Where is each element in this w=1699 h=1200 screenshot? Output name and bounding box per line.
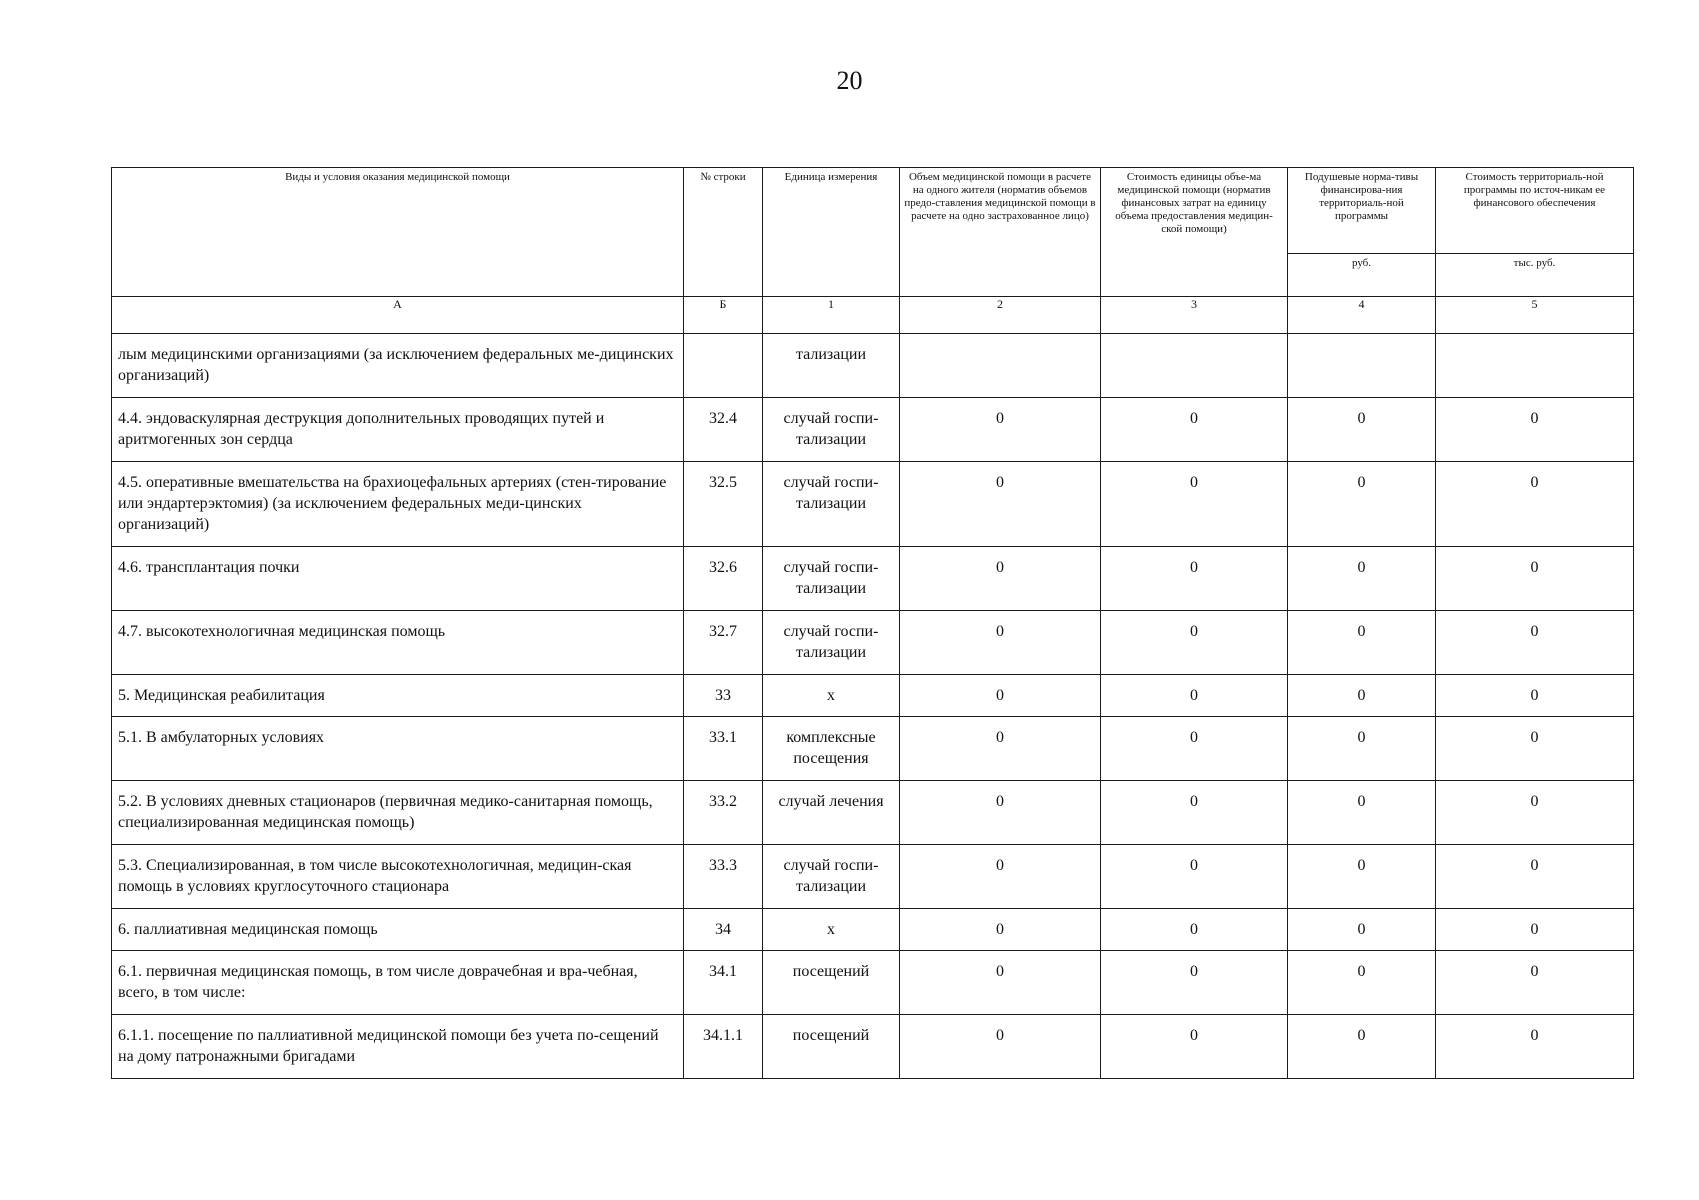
care-type-cell: 5.1. В амбулаторных условиях: [112, 717, 684, 781]
unit-cell: случай госпи-тализации: [763, 398, 900, 462]
unit-cost-cell: 0: [1101, 462, 1288, 547]
unit-cell: случай лечения: [763, 781, 900, 845]
care-type-cell: 5. Медицинская реабилитация: [112, 675, 684, 717]
line-number-cell: 33.3: [684, 845, 763, 909]
unit-cost-cell: 0: [1101, 398, 1288, 462]
care-type-cell: 4.7. высокотехнологичная медицинская помощь: [112, 611, 684, 675]
care-type-cell: 4.6. трансплантация почки: [112, 547, 684, 611]
volume-cell: 0: [900, 845, 1101, 909]
per-capita-cell: 0: [1288, 398, 1436, 462]
line-number-cell: 34.1: [684, 951, 763, 1015]
care-type-cell: 6. паллиативная медицинская помощь: [112, 909, 684, 951]
program-cost-cell: 0: [1436, 951, 1634, 1015]
unit-cost-cell: 0: [1101, 675, 1288, 717]
unit-cost-cell: 0: [1101, 611, 1288, 675]
per-capita-cell: 0: [1288, 845, 1436, 909]
unit-cost-cell: 0: [1101, 547, 1288, 611]
unit-cell: случай госпи-тализации: [763, 611, 900, 675]
unit-cell: посещений: [763, 951, 900, 1015]
header-care-types: Виды и условия оказания медицинской помощи: [112, 168, 684, 297]
care-type-cell: 4.4. эндоваскулярная деструкция дополнительных проводящих путей и аритмогенных зон сердца: [112, 398, 684, 462]
header-program-cost: Стоимость территориаль-ной программы по источ-никам ее финансового обеспечения: [1436, 168, 1634, 254]
header-unit-thousand-rub: тыс. руб.: [1436, 254, 1634, 297]
unit-cost-cell: [1101, 334, 1288, 398]
volume-cell: 0: [900, 951, 1101, 1015]
care-type-cell: 6.1.1. посещение по паллиативной медицинской помощи без учета по-сещений на дому патронажными бригадами: [112, 1015, 684, 1079]
table-row: [112, 951, 1634, 1015]
header-unit-rub: руб.: [1288, 254, 1436, 297]
program-cost-cell: 0: [1436, 781, 1634, 845]
per-capita-cell: 0: [1288, 462, 1436, 547]
header-per-capita-norms: Подушевые норма-тивы финансирова-ния территориаль-ной программы: [1288, 168, 1436, 254]
unit-cell: случай госпи-тализации: [763, 547, 900, 611]
program-cost-cell: 0: [1436, 398, 1634, 462]
per-capita-cell: 0: [1288, 1015, 1436, 1079]
per-capita-cell: 0: [1288, 611, 1436, 675]
unit-cost-cell: 0: [1101, 845, 1288, 909]
table-row: [112, 675, 1634, 717]
table-row: [112, 717, 1634, 781]
unit-cell: тализации: [763, 334, 900, 398]
line-number-cell: [684, 334, 763, 398]
program-cost-cell: 0: [1436, 547, 1634, 611]
program-cost-cell: 0: [1436, 611, 1634, 675]
volume-cell: 0: [900, 462, 1101, 547]
volume-cell: 0: [900, 675, 1101, 717]
table-row: [112, 334, 1634, 398]
line-number-cell: 33: [684, 675, 763, 717]
unit-cell: случай госпи-тализации: [763, 462, 900, 547]
unit-cost-cell: 0: [1101, 1015, 1288, 1079]
line-number-cell: 34.1.1: [684, 1015, 763, 1079]
unit-cell: случай госпи-тализации: [763, 845, 900, 909]
table-row: [112, 909, 1634, 951]
table-row: [112, 611, 1634, 675]
table-row: [112, 547, 1634, 611]
table-row: [112, 398, 1634, 462]
header-volume-per-resident: Объем медицинской помощи в расчете на одного жителя (норматив объемов предо-ставления медицинской помощи в расчете на одно застрахованное лицо): [900, 168, 1101, 297]
column-number: Б: [684, 297, 763, 334]
unit-cost-cell: 0: [1101, 717, 1288, 781]
per-capita-cell: 0: [1288, 909, 1436, 951]
page-number: 20: [836, 66, 863, 95]
care-type-cell: 5.3. Специализированная, в том числе высокотехнологичная, медицин-ская помощь в условиях круглосуточного стационара: [112, 845, 684, 909]
care-type-cell: лым медицинскими организациями (за исключением федеральных ме-дицинских организаций): [112, 334, 684, 398]
program-cost-cell: 0: [1436, 909, 1634, 951]
program-cost-cell: 0: [1436, 675, 1634, 717]
unit-cell: х: [763, 675, 900, 717]
volume-cell: 0: [900, 611, 1101, 675]
header-line-number: № строки: [684, 168, 763, 297]
line-number-cell: 32.7: [684, 611, 763, 675]
program-cost-cell: [1436, 334, 1634, 398]
volume-cell: 0: [900, 398, 1101, 462]
unit-cell: х: [763, 909, 900, 951]
line-number-cell: 32.5: [684, 462, 763, 547]
line-number-cell: 34: [684, 909, 763, 951]
table-row: [112, 781, 1634, 845]
program-cost-cell: 0: [1436, 1015, 1634, 1079]
volume-cell: [900, 334, 1101, 398]
volume-cell: 0: [900, 547, 1101, 611]
volume-cell: 0: [900, 909, 1101, 951]
care-type-cell: 5.2. В условиях дневных стационаров (первичная медико-санитарная помощь, специализированная медицинская помощь): [112, 781, 684, 845]
unit-cost-cell: 0: [1101, 781, 1288, 845]
per-capita-cell: [1288, 334, 1436, 398]
table-row: [112, 1015, 1634, 1079]
column-number: 3: [1101, 297, 1288, 334]
unit-cost-cell: 0: [1101, 951, 1288, 1015]
program-cost-cell: 0: [1436, 462, 1634, 547]
header-unit-of-measure: Единица измерения: [763, 168, 900, 297]
per-capita-cell: 0: [1288, 951, 1436, 1015]
line-number-cell: 32.6: [684, 547, 763, 611]
per-capita-cell: 0: [1288, 547, 1436, 611]
table-row: [112, 845, 1634, 909]
volume-cell: 0: [900, 1015, 1101, 1079]
column-number: 2: [900, 297, 1101, 334]
unit-cost-cell: 0: [1101, 909, 1288, 951]
line-number-cell: 33.2: [684, 781, 763, 845]
medical-care-table: [111, 167, 1634, 1079]
per-capita-cell: 0: [1288, 781, 1436, 845]
per-capita-cell: 0: [1288, 717, 1436, 781]
care-type-cell: 4.5. оперативные вмешательства на брахиоцефальных артериях (стен-тирование или эндартерэктомия) (за исключением федеральных меди-цинских организаций): [112, 462, 684, 547]
table-row: [112, 462, 1634, 547]
unit-cell: комплексные посещения: [763, 717, 900, 781]
column-number: 4: [1288, 297, 1436, 334]
volume-cell: 0: [900, 781, 1101, 845]
column-number: А: [112, 297, 684, 334]
line-number-cell: 33.1: [684, 717, 763, 781]
line-number-cell: 32.4: [684, 398, 763, 462]
header-unit-cost: Стоимость единицы объе-ма медицинской помощи (норматив финансовых затрат на единицу объема предоставления медицин-ской помощи): [1101, 168, 1288, 297]
per-capita-cell: 0: [1288, 675, 1436, 717]
program-cost-cell: 0: [1436, 717, 1634, 781]
unit-cell: посещений: [763, 1015, 900, 1079]
volume-cell: 0: [900, 717, 1101, 781]
care-type-cell: 6.1. первичная медицинская помощь, в том числе доврачебная и вра-чебная, всего, в том числе:: [112, 951, 684, 1015]
column-number: 1: [763, 297, 900, 334]
program-cost-cell: 0: [1436, 845, 1634, 909]
column-number: 5: [1436, 297, 1634, 334]
